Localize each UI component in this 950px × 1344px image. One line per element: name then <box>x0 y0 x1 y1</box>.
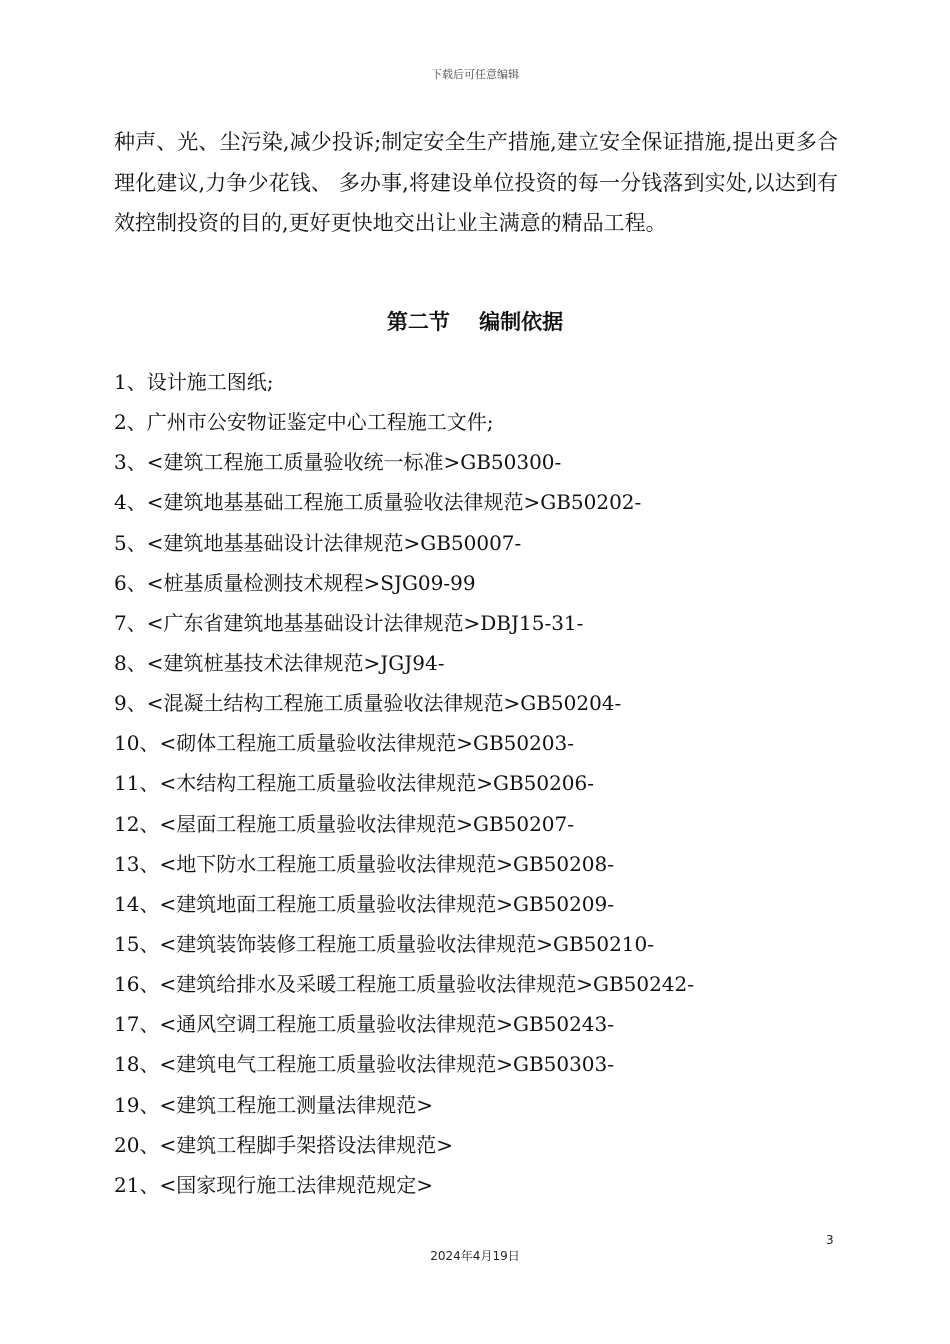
list-item: 9、<混凝土结构工程施工质量验收法律规范>GB50204- <box>114 691 622 716</box>
list-item: 20、<建筑工程脚手架搭设法律规范> <box>114 1132 453 1157</box>
list-item: 14、<建筑地面工程施工质量验收法律规范>GB50209- <box>114 891 615 916</box>
list-item: 19、<建筑工程施工测量法律规范> <box>114 1092 433 1117</box>
page-number: 3 <box>826 1233 834 1247</box>
list-item: 2、广州市公安物证鉴定中心工程施工文件; <box>114 410 494 435</box>
list-item: 4、<建筑地基基础工程施工质量验收法律规范>GB50202- <box>114 490 642 515</box>
list-item: 8、<建筑桩基技术法律规范>JGJ94- <box>114 650 445 675</box>
intro-paragraph: 种声、光、尘污染,减少投诉;制定安全生产措施,建立安全保证措施,提出更多合理化建议,力争少花钱、 多办事,将建设单位投资的每一分钱落到实处,以达到有效控制投资的目的,更好更快地交出让业主满意的精品工程。 <box>114 130 838 235</box>
list-item: 18、<建筑电气工程施工质量验收法律规范>GB50303- <box>114 1052 615 1077</box>
list-item: 12、<屋面工程施工质量验收法律规范>GB50207- <box>114 811 575 836</box>
list-item: 3、<建筑工程施工质量验收统一标准>GB50300- <box>114 450 562 475</box>
list-item: 21、<国家现行施工法律规范规定> <box>114 1172 433 1197</box>
section-title: 第二节 编制依据 <box>386 309 564 334</box>
list-item: 6、<桩基质量检测技术规程>SJG09-99 <box>114 570 476 595</box>
list-item: 7、<广东省建筑地基基础设计法律规范>DBJ15-31- <box>114 610 584 635</box>
list-item: 5、<建筑地基基础设计法律规范>GB50007- <box>114 530 522 555</box>
list-item: 1、设计施工图纸; <box>114 370 274 394</box>
list-item: 11、<木结构工程施工质量验收法律规范>GB50206- <box>114 771 595 796</box>
basis-list <box>114 362 854 1205</box>
list-item: 16、<建筑给排水及采暖工程施工质量验收法律规范>GB50242- <box>114 972 695 997</box>
list-item: 10、<砌体工程施工质量验收法律规范>GB50203- <box>114 731 575 756</box>
list-item: 13、<地下防水工程施工质量验收法律规范>GB50208- <box>114 851 615 876</box>
list-item: 17、<通风空调工程施工质量验收法律规范>GB50243- <box>114 1012 615 1037</box>
page-header: 下载后可任意编辑 <box>431 68 519 81</box>
footer-date: 2024年4月19日 <box>430 1249 520 1263</box>
list-item: 15、<建筑装饰装修工程施工质量验收法律规范>GB50210- <box>114 931 655 956</box>
